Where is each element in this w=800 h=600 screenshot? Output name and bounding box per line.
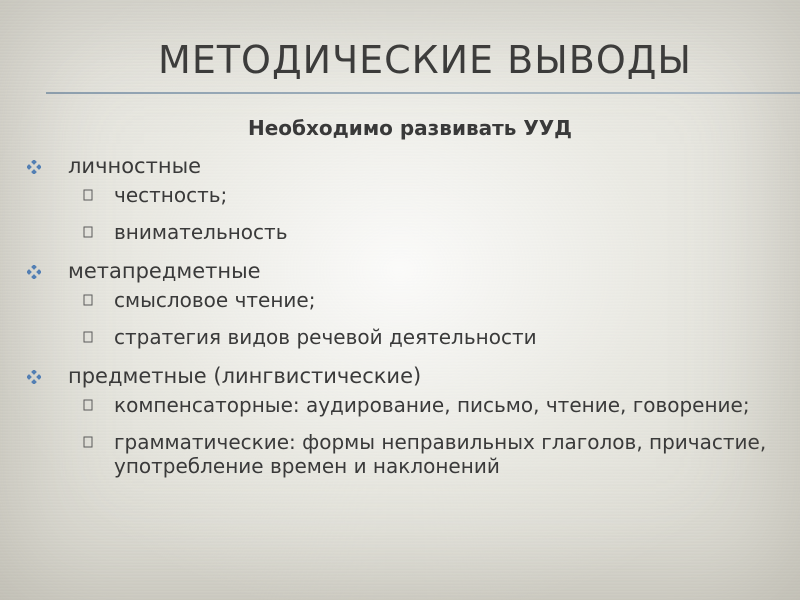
slide-title: МЕТОДИЧЕСКИЕ ВЫВОДЫ [158,38,692,82]
empty-square-bullet-icon [78,185,98,205]
sub-item [24,393,780,417]
empty-square-bullet-icon [78,222,98,242]
diamond-bullet-icon [24,257,44,286]
sub-item-label: стратегия видов речевой деятельности [114,325,537,349]
sub-item-label: грамматические: формы неправильных глаголов, причастие, употребление времен и наклонений [114,430,767,478]
sub-item-label: честность; [114,183,228,207]
list-item-metasubject [24,257,780,286]
list-item-personal [24,152,780,181]
diamond-bullet-icon [24,362,44,391]
empty-square-bullet-icon [78,290,98,310]
list-item-label: личностные [68,154,202,178]
empty-square-bullet-icon [78,327,98,347]
title-divider [46,92,800,94]
bullet-list [24,152,780,491]
sub-item [24,220,780,244]
sub-item-label: компенсаторные: аудирование, письмо, чтение, говорение; [114,393,750,417]
diamond-bullet-icon [24,152,44,181]
sub-item [24,325,780,349]
sub-item-label: смысловое чтение; [114,288,316,312]
empty-square-bullet-icon [78,432,98,452]
sub-item [24,430,780,478]
list-item-subject [24,362,780,391]
sub-item-label: внимательность [114,220,288,244]
slide-subtitle: Необходимо развивать УУД [248,116,572,140]
list-item-label: метапредметные [68,259,261,283]
sub-item [24,288,780,312]
empty-square-bullet-icon [78,395,98,415]
list-item-label: предметные (лингвистические) [68,364,422,388]
sub-item [24,183,780,207]
